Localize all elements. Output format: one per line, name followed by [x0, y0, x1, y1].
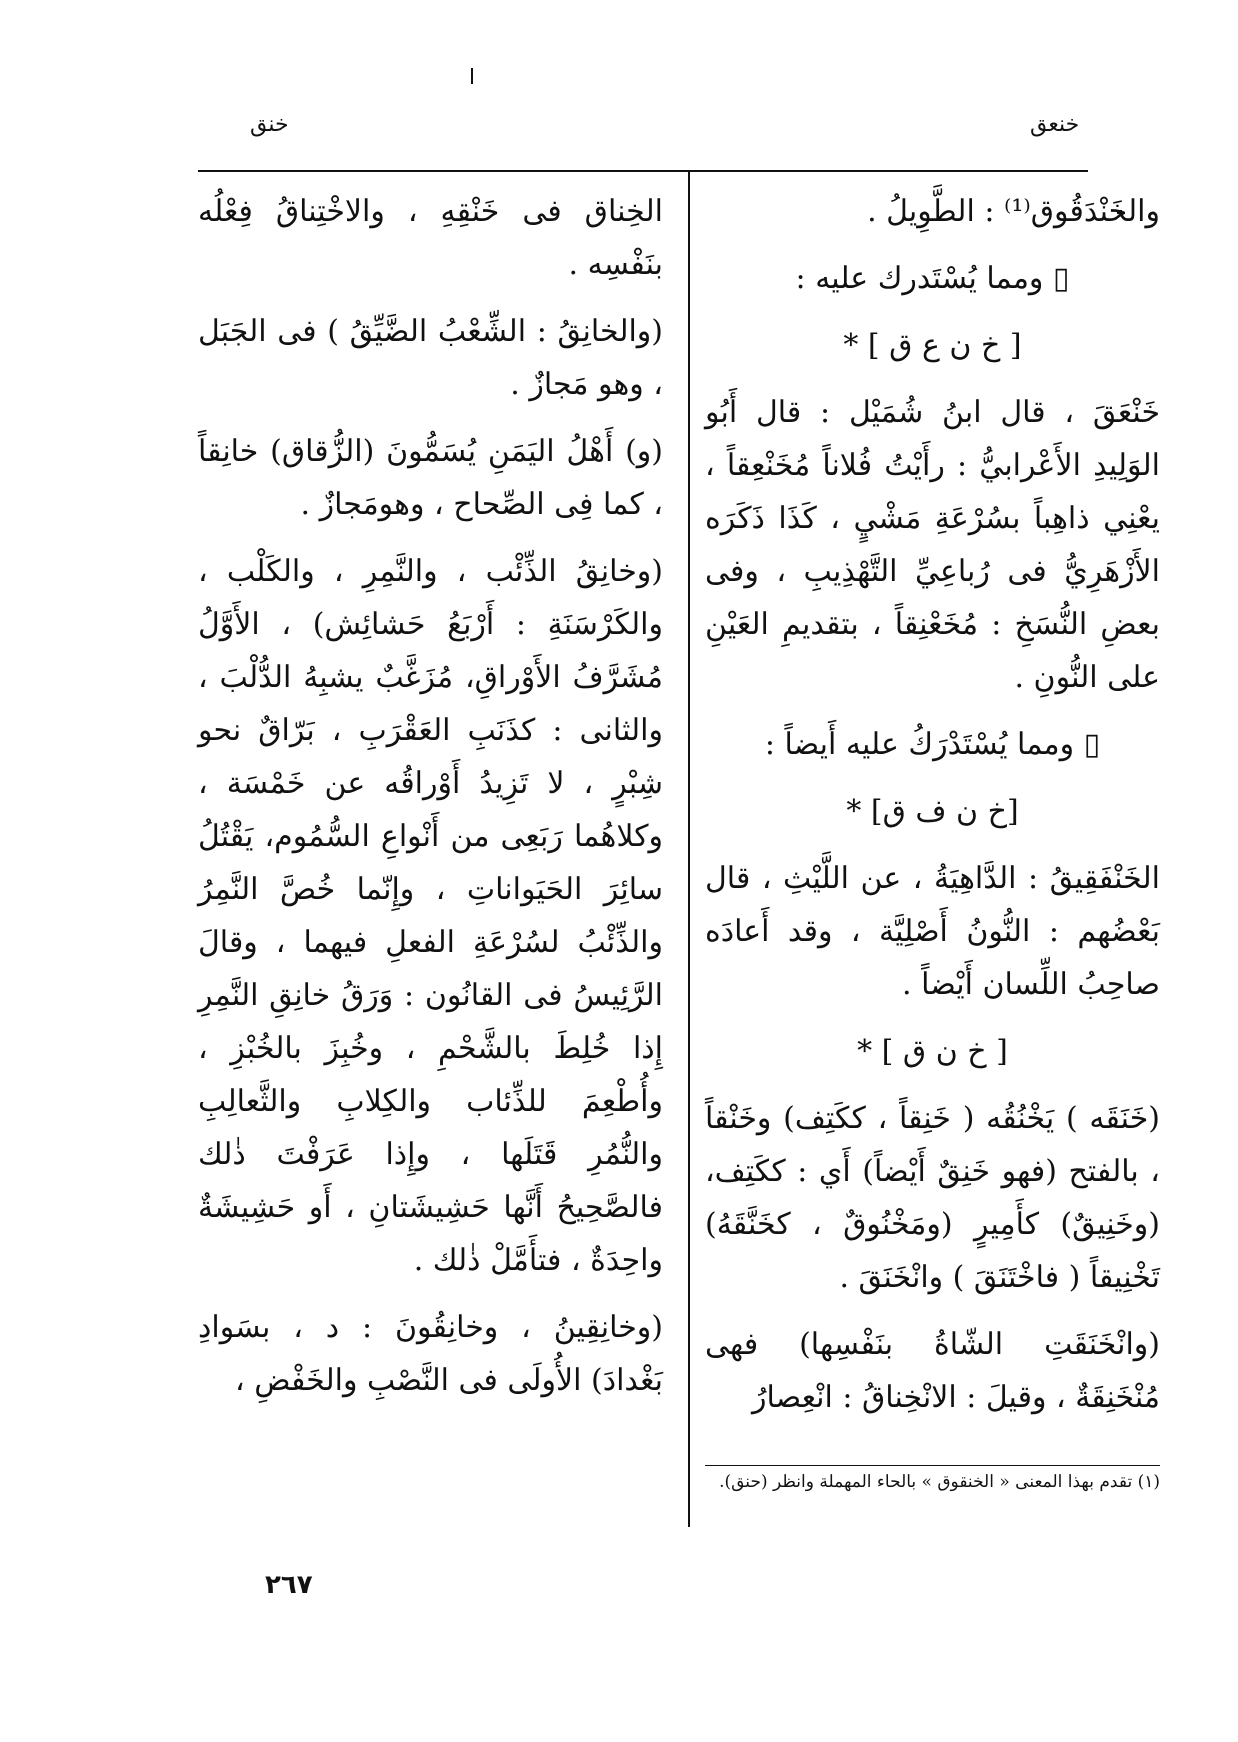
left-column-paragraph: (والخانِقُ : الشِّعْبُ الضَّيِّقُ ) فى الجَبَل ، وهو مَجازٌ . [198, 314, 663, 402]
right-column-paragraph: ▯ ومما يُسْتَدرك عليه : [795, 261, 1070, 296]
running-header-right: خنعق [1030, 112, 1080, 137]
right-column-paragraph: [خ ن ف ق] * [846, 794, 1019, 829]
right-column-paragraph: خَنْعَقَ ، قال ابنُ شُمَيْل : قال أَبُو الوَلِيدِ الأَعْرابيُّ : رأَيْتُ فُلاناً مُخَنْعِقاً ، يعْنِي ذاهِباً بسُرْعَةِ مَشْيٍ ، كَذَا ذَكَرَه الأَزْهَرِيُّ فى رُباعِيِّ التَّهْذِيبِ ، وفى بعضِ النُّسَخِ : مُخَعْنِقاً ، بتقديمِ العَيْنِ على النُّونِ . [705, 395, 1160, 695]
footnote-rule [705, 1465, 1160, 1466]
page-number: ٢٦٧ [265, 1570, 313, 1600]
left-column-paragraph: (وخانِقِينُ ، وخانِقُونَ : د ، بسَوادِ بَغْدادَ) الأُولَى فى النَّصْبِ والخَفْضِ ، [198, 1310, 663, 1398]
column-divider [688, 172, 690, 1527]
right-column [705, 185, 1160, 1438]
left-column-paragraph: (و) أَهْلُ اليَمَنِ يُسَمُّونَ (الزُّقاق) خانِقاً ، كما فِى الصِّحاح ، وهومَجازٌ . [198, 434, 663, 522]
right-column-paragraph: [ خ ن ع ق ] * [843, 328, 1022, 363]
header-rule [198, 170, 1088, 172]
footnote: (١) تقدم بهذا المعنى « الخنقوق » بالحاء المهملة وانظر (حنق). [719, 1472, 1160, 1492]
left-column [198, 185, 663, 1421]
left-column-paragraph: الخِناق فى خَنْقِهِ ، والاخْتِناقُ فِعْلُه بنَفْسِه . [198, 194, 663, 282]
right-column-paragraph: [ خ ن ق ] * [857, 1034, 1008, 1069]
right-column-paragraph: الخَنْفَقِيقُ : الدَّاهِيَةُ ، عن اللَّيْثِ ، قال بَعْضُهم : النُّونُ أَصْلِيَّة ، وقد أَعادَه صاحِبُ اللِّسان أَيْضاً . [705, 861, 1160, 1002]
right-column-paragraph: والخَنْدَقُوق⁽¹⁾ : الطَّوِيلُ . [867, 194, 1160, 229]
right-column-paragraph: (خَنَقَه ) يَخْنُقُه ( خَنِقاً ، ككَتِف) وخَنْقاً ، بالفتح (فهو خَنِقٌ أَيْضاً) أَي : ككَتِف، (وخَنِيقٌ) كأَمِيرٍ (ومَخْنُوقٌ ، كخَنَّقَهُ) تَخْنِيقاً ( فاخْتَنَقَ ) وانْخَنَقَ . [705, 1101, 1160, 1295]
left-column-paragraph: (وخانِقُ الذِّئْب ، والنَّمِرِ ، والكَلْب ، والكَرْسَنَةِ : أَرْبَعُ حَشائِش) ، الأَوَّلُ مُشَرَّفُ الأَوْراقِ، مُزَغَّبٌ يشبِهُ الدُّلْبَ ، والثانى : كذَنَبِ العَقْرَبِ ، بَرّاقٌ نحو شِبْرٍ ، لا تَزِيدُ أَوْراقُه عن خَمْسَة ، وكلاهُما رَبَعِى من أَنْواعِ السُّمُوم، يَقْتُلُ سائِرَ الحَيَواناتِ ، وإِنّما خُصَّ النَّمِرُ والذِّئْبُ لسُرْعَةِ الفعلِ فيهما ، وقالَ الرَّئِيسُ فى القانُون : وَرَقُ خانِقِ النَّمِرِ إِذا خُلِطَ بالشَّحْمِ ، وخُبِزَ بالخُبْزِ ، وأُطْعِمَ للذِّئاب والكِلابِ والثَّعالِبِ والنُّمُرِ قَتَلَها ، وإِذا عَرَفْتَ ذٰلك فالصَّحِيحُ أَنَّها حَشِيشَتانِ ، أَو حَشِيشَةٌ واحِدَةٌ ، فتأَمَّلْ ذٰلك . [198, 554, 663, 1278]
right-column-paragraph: (وانْخَنَقَتِ الشّاةُ بنَفْسِها) فهى مُنْخَنِقَةٌ ، وقيلَ : الانْخِناقُ : انْعِصارُ [705, 1327, 1160, 1415]
right-column-paragraph: ▯ ومما يُسْتَدْرَكُ عليه أَيضاً : [764, 727, 1101, 762]
scan-mark [471, 68, 473, 84]
running-header-left: خنق [250, 112, 289, 137]
